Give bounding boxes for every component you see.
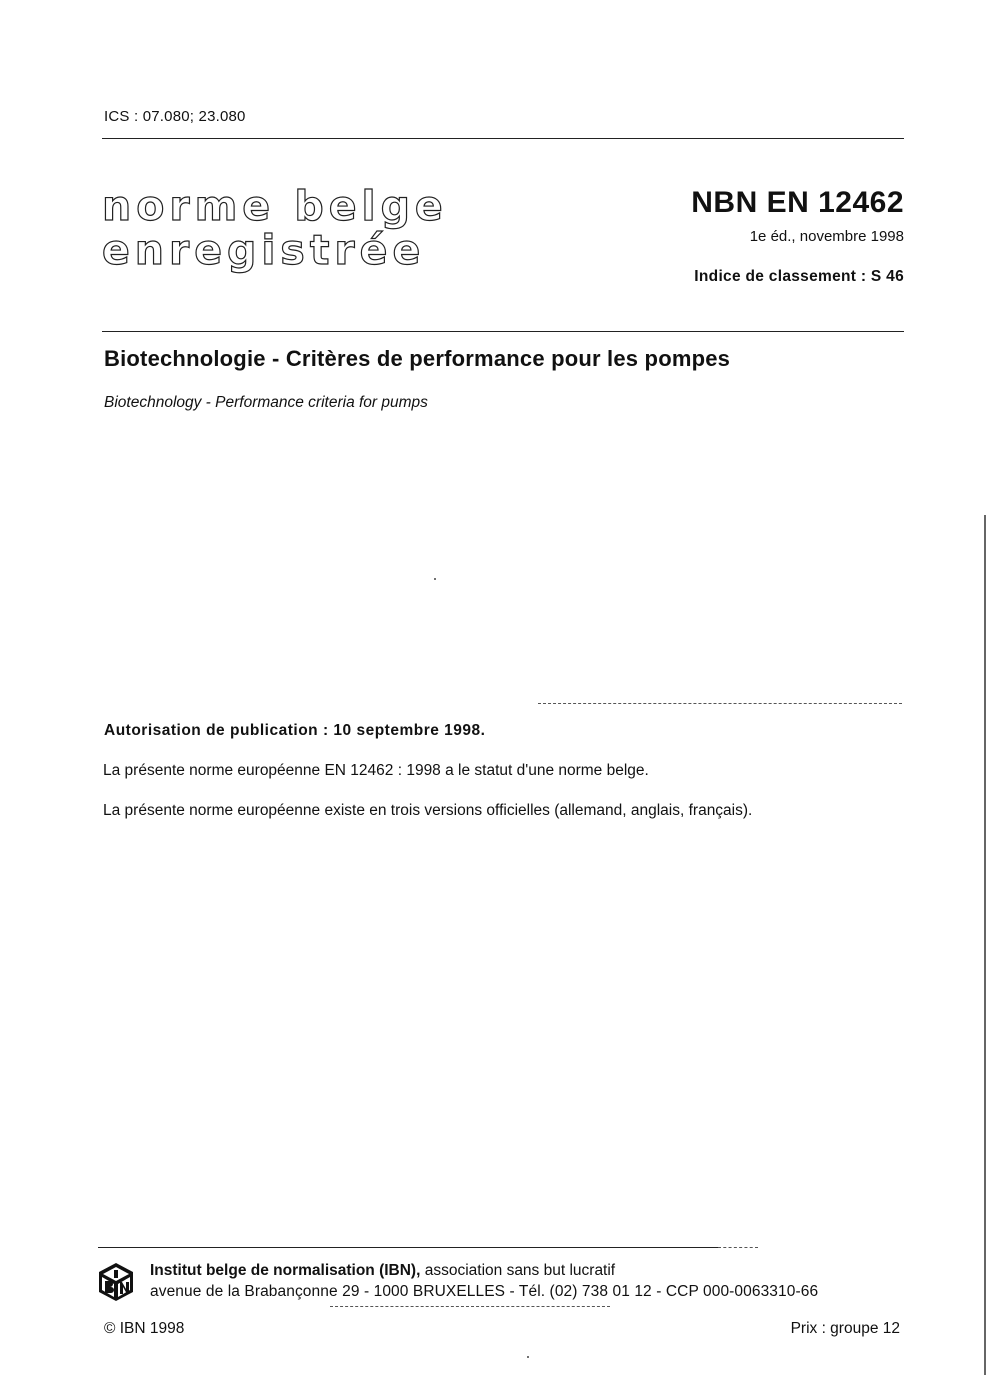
- belgian-status-text: La présente norme européenne EN 12462 : 1998 a le statut d'une norme belge.: [103, 762, 649, 779]
- scan-speck: [434, 578, 436, 580]
- classification-index: Indice de classement : S 46: [694, 268, 904, 285]
- title-french: Biotechnologie - Critères de performance pour les pompes: [104, 346, 731, 371]
- title-english: Biotechnology - Performance criteria for pumps: [104, 394, 428, 411]
- footer-rule-dash: [718, 1247, 758, 1248]
- institute-name: Institut belge de normalisation (IBN),: [150, 1262, 421, 1279]
- price-group: Prix : groupe 12: [790, 1320, 900, 1337]
- publication-rule: [538, 703, 902, 704]
- address-rule: [330, 1306, 610, 1307]
- standard-edition: 1e éd., novembre 1998: [749, 228, 904, 245]
- scan-edge: [984, 515, 986, 1375]
- institute-description: association sans but lucratif: [420, 1262, 616, 1279]
- scan-speck-bottom: [527, 1356, 529, 1358]
- standard-number: NBN EN 12462: [691, 186, 904, 219]
- ibn-logo-icon: [97, 1262, 135, 1302]
- footer-rule: [98, 1247, 718, 1248]
- masthead-line2: enregistrée: [102, 226, 426, 274]
- masthead-line1: norme belge: [102, 182, 448, 230]
- header-rule: [102, 138, 904, 139]
- copyright: © IBN 1998: [104, 1320, 185, 1337]
- institute-address: avenue de la Brabançonne 29 - 1000 BRUXELLES - Tél. (02) 738 01 12 - CCP 000-0063310-66: [150, 1283, 819, 1300]
- official-versions-text: La présente norme européenne existe en trois versions officielles (allemand, anglais, français).: [103, 802, 753, 819]
- publication-authorization: Autorisation de publication : 10 septembre 1998.: [104, 722, 486, 739]
- title-rule: [102, 331, 904, 332]
- institute-line: [150, 1262, 615, 1280]
- ics-code: ICS : 07.080; 23.080: [104, 108, 246, 125]
